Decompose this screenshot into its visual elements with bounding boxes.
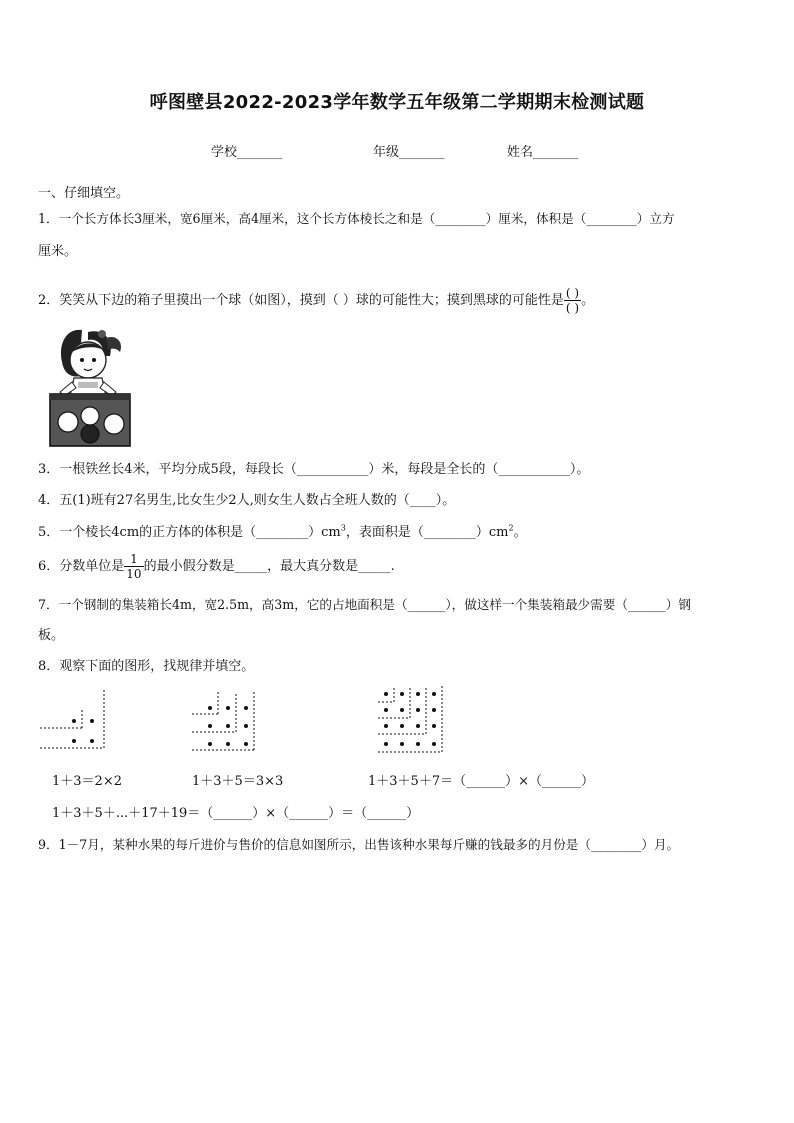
question-8: 8．观察下面的图形，找规律并填空。: [38, 659, 255, 674]
question-7-line-1: 7．一个钢制的集装箱长4m，宽2.5m，高3m，它的占地面积是（______），做这样一个集装箱最少需要（______）钢: [38, 597, 691, 612]
fraction-numerator: ( ): [565, 286, 580, 300]
question-7-line-2: 板。: [38, 628, 65, 643]
question-5-text-c: 。: [513, 525, 527, 540]
equation-4: 1＋3＋5＋...＋17＋19＝（______）×（______）＝（______）: [52, 806, 420, 821]
question-6-text-a: 6．分数单位是: [38, 559, 125, 574]
dot-pattern-figure-3: [376, 684, 448, 756]
page-title: 呼图壁县2022-2023学年数学五年级第二学期期末检测试题: [149, 92, 645, 113]
question-1-line-1: 1．一个长方体长3厘米，宽6厘米，高4厘米，这个长方体棱长之和是（________）厘米，体积是（________）立方: [38, 211, 675, 226]
question-9: 9．1－7月，某种水果的每斤进价与售价的信息如图所示，出售该种水果每斤赚的钱最多的月份是（________）月。: [38, 837, 680, 852]
dot-pattern-figure-1: [38, 688, 110, 754]
equation-1: 1＋3＝2×2: [52, 774, 122, 789]
grade-field: 年级_______: [373, 145, 445, 160]
fraction-denominator: ( ): [565, 301, 580, 315]
equation-2: 1＋3＋5＝3×3: [192, 774, 284, 789]
question-5-text-a: 5．一个棱长4cm的正方体的体积是（________）cm: [38, 525, 341, 540]
section-heading: 一、仔细填空。: [38, 186, 130, 201]
question-3: 3．一根铁丝长4米，平均分成5段，每段长（___________）米，每段是全长的（___________）。: [38, 462, 590, 477]
question-2-text: 2．笑笑从下边的箱子里摸出一个球（如图），摸到（ ）球的可能性大；摸到黑球的可能性是: [38, 293, 564, 308]
question-6: [38, 552, 395, 581]
question-5-text-b: ，表面积是（________）cm: [345, 525, 509, 540]
name-field: 姓名_______: [507, 145, 579, 160]
question-5: [38, 521, 527, 540]
question-2: [38, 286, 594, 315]
question-1-line-2: 厘米。: [38, 244, 78, 259]
question-6-text-b: 的最小假分数是_____，最大真分数是_____.: [143, 559, 395, 574]
girl-with-ball-box-image: [44, 326, 136, 450]
school-field: 学校_______: [211, 145, 283, 160]
fraction-numerator: 1: [124, 552, 143, 567]
unit-square-superscript: 2: [508, 523, 514, 533]
fraction-denominator: 10: [126, 567, 142, 581]
question-4: 4．五(1)班有27名男生,比女生少2人,则女生人数占全班人数的（____）。: [38, 493, 456, 508]
question-2-end: 。: [581, 293, 595, 308]
equation-3: 1＋3＋5＋7＝（______）×（______）: [368, 774, 594, 789]
dot-pattern-figure-2: [190, 688, 264, 754]
fraction-unit: [124, 552, 143, 581]
answer-fraction: [564, 286, 581, 315]
unit-cube-superscript: 3: [340, 523, 346, 533]
